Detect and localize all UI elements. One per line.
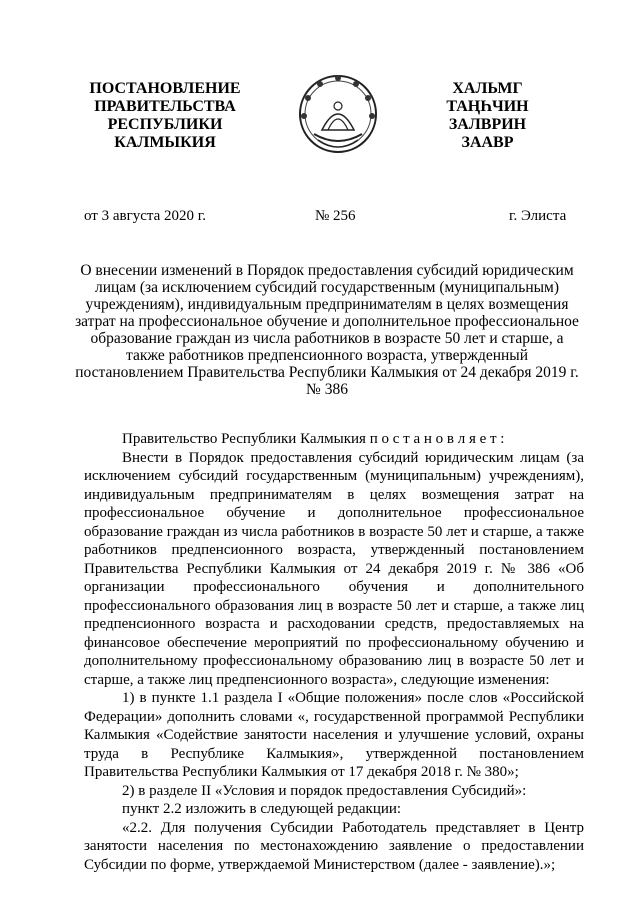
document-city: г. Элиста — [509, 208, 567, 224]
issuer-header-line: РЕСПУБЛИКИ — [107, 116, 223, 133]
document-body — [84, 430, 584, 874]
issuer-header-line: КАЛМЫКИЯ — [114, 134, 216, 151]
issuer-header-line: ХАЛЬМГ — [452, 80, 523, 97]
body-paragraph: Правительство Республики Калмыкия п о с т а н о в л я е т : — [122, 431, 505, 447]
issuer-header-line: ЗААВР — [461, 134, 514, 151]
issuer-header-line: ПОСТАНОВЛЕНИЕ — [89, 80, 241, 97]
body-paragraph: «2.2. Для получения Субсидии Работодатель представляет в Центр занятости населения по местонахождению заявление о предоставлении Субсидии по форме, утверждаемой Министерством (далее - заявление).»; — [84, 819, 584, 873]
document-title: О внесении изменений в Порядок предоставления субсидий юридическим лицам (за исключением субсидий государственным (муниципальным) учреждениям), индивидуальным предпринимателям в целях возмещения затрат на профессиональное обучение и дополнительное профессиональное образование граждан из числа работников в возрасте 50 лет и старше, а также работников предпенсионного возраста, утвержденный постановлением Правительства Республики Калмыкия от 24 декабря 2019 г. № 386 — [75, 262, 579, 398]
document-date: от 3 августа 2020 г. — [84, 208, 207, 224]
body-paragraph: 2) в разделе II «Условия и порядок предоставления Субсидий»: — [122, 782, 527, 799]
kalmykia-coat-of-arms-icon — [296, 68, 380, 160]
body-paragraph: Внести в Порядок предоставления субсидий юридическим лицам (за исключением субсидий государственным (муниципальным) учреждениям), индивидуальным предпринимателям в целях возмещения затрат на профессиональное обучение и дополнительное профессиональное образование граждан из числа работников в возрасте 50 лет и старше, а также работников предпенсионного возраста, утвержденный постановлением Правительства Республики Калмыкия от 24 декабря 2019 г. № 386 «Об организации профессионального обучения и дополнительного профессионального образования лиц в возрасте 50 лет и старше, а также лиц предпенсионного возраста и расходовании средств, предоставляемых на финансовое обеспечение мероприятий по профессиональному обучению и дополнительному профессиональному образованию лиц в возрасте 50 лет и старше, а также лиц предпенсионного возраста», следующие изменения: — [84, 449, 584, 688]
issuer-header-line: ТАҢҺЧИН — [446, 98, 529, 115]
issuer-header-russian — [70, 80, 260, 152]
body-paragraph: 1) в пункте 1.1 раздела I «Общие положения» после слов «Российской Федерации» дополнить словами «, государственной программой Республики Калмыкия «Содействие занятости населения и улучшение условий, охраны труда в Республике Калмыкия», утвержденной постановлением Правительства Республики Калмыкия от 17 декабря 2018 г. № 380»; — [84, 690, 584, 780]
issuer-header-kalmyk — [415, 80, 560, 152]
issuer-header-line: ПРАВИТЕЛЬСТВА — [94, 98, 236, 115]
document-number: № 256 — [315, 208, 356, 224]
body-paragraph: пункт 2.2 изложить в следующей редакции: — [122, 801, 402, 817]
issuer-header-line: ЗАЛВРИН — [448, 116, 527, 133]
